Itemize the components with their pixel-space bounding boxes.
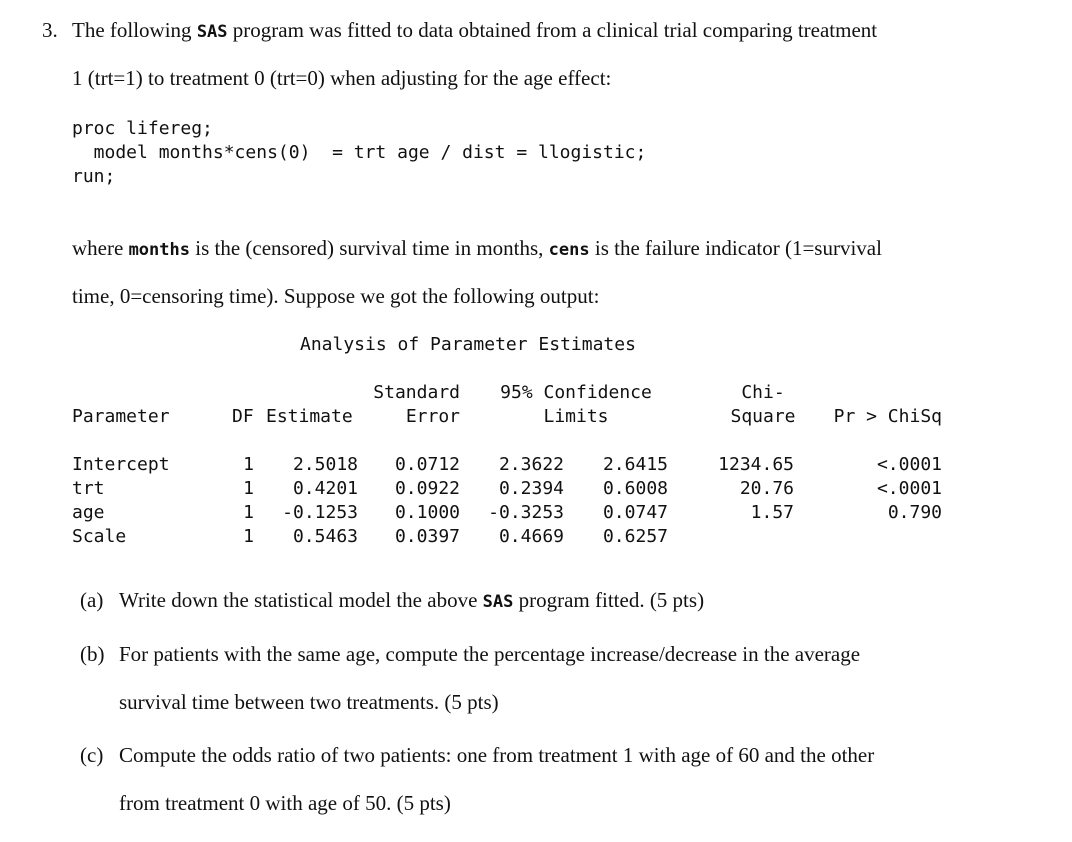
cell-estimate: -0.1253: [282, 502, 358, 523]
cell-upper-limit: 0.6008: [602, 478, 668, 499]
intro-line-2: 1 (trt=1) to treatment 0 (trt=0) when adjusting for the age effect:: [72, 66, 612, 90]
cell-lower-limit: -0.3253: [488, 502, 564, 523]
where-line-1: where months is the (censored) survival time in months, cens is the failure indicator (1=survival: [72, 236, 882, 260]
cell-upper-limit: 0.6257: [602, 526, 668, 547]
question-c-label: (c): [80, 743, 104, 767]
cell-estimate: 2.5018: [292, 454, 358, 475]
cell-estimate: 0.4201: [292, 478, 358, 499]
cell-p-value: <.0001: [876, 454, 942, 475]
sas-keyword: SAS: [196, 22, 228, 42]
header-chi: Chi-: [741, 382, 785, 403]
cell-lower-limit: 0.4669: [498, 526, 564, 547]
header-limits: Limits: [543, 406, 609, 427]
cell-std-error: 0.0712: [394, 454, 460, 475]
cell-p-value: <.0001: [876, 478, 942, 499]
cell-df: 1: [243, 526, 254, 547]
months-variable: months: [128, 240, 190, 260]
header-square: Square: [730, 406, 796, 427]
cell-parameter: trt: [72, 478, 105, 499]
cell-std-error: 0.0397: [394, 526, 460, 547]
question-b-line-2: survival time between two treatments. (5 pts): [119, 690, 499, 714]
cell-estimate: 0.5463: [292, 526, 358, 547]
cell-chi-square: 20.76: [739, 478, 794, 499]
question-c-line-1: Compute the odds ratio of two patients: one from treatment 1 with age of 60 and the other: [119, 743, 875, 767]
cell-df: 1: [243, 502, 254, 523]
question-c-line-2: from treatment 0 with age of 50. (5 pts): [119, 791, 451, 815]
cell-chi-square: 1234.65: [718, 454, 794, 475]
cell-lower-limit: 2.3622: [498, 454, 564, 475]
header-standard: Standard: [373, 382, 460, 403]
problem-number: 3.: [42, 18, 58, 42]
cell-df: 1: [243, 454, 254, 475]
cell-parameter: Intercept: [72, 454, 170, 475]
cell-lower-limit: 0.2394: [498, 478, 564, 499]
cell-df: 1: [243, 478, 254, 499]
header-pr: Pr > ChiSq: [833, 406, 942, 427]
header-df: DF: [232, 406, 254, 427]
header-estimate: Estimate: [266, 406, 353, 427]
header-confidence: 95% Confidence: [500, 382, 652, 403]
code-line-proc: proc lifereg;: [72, 118, 213, 139]
intro-line-1: The following SAS program was fitted to data obtained from a clinical trial comparing treatment: [72, 18, 878, 42]
where-line-2: time, 0=censoring time). Suppose we got the following output:: [72, 284, 600, 308]
cell-upper-limit: 0.0747: [602, 502, 668, 523]
question-a-label: (a): [80, 588, 104, 612]
cell-std-error: 0.1000: [394, 502, 460, 523]
cell-parameter: Scale: [72, 526, 127, 547]
cell-std-error: 0.0922: [394, 478, 460, 499]
sas-keyword: SAS: [482, 592, 514, 612]
table-title: Analysis of Parameter Estimates: [300, 334, 636, 355]
code-line-run: run;: [72, 166, 116, 187]
cell-upper-limit: 2.6415: [602, 454, 668, 475]
question-b-line-1: For patients with the same age, compute the percentage increase/decrease in the average: [119, 642, 861, 666]
header-error: Error: [405, 406, 460, 427]
cens-variable: cens: [548, 240, 590, 260]
cell-parameter: age: [72, 502, 105, 523]
cell-chi-square: 1.57: [750, 502, 794, 523]
question-a-text: Write down the statistical model the above SAS program fitted. (5 pts): [119, 588, 705, 612]
question-b-label: (b): [80, 642, 105, 666]
code-line-model: model months*cens(0) = trt age / dist = llogistic;: [72, 142, 647, 163]
header-parameter: Parameter: [72, 406, 170, 427]
cell-p-value: 0.790: [887, 502, 942, 523]
